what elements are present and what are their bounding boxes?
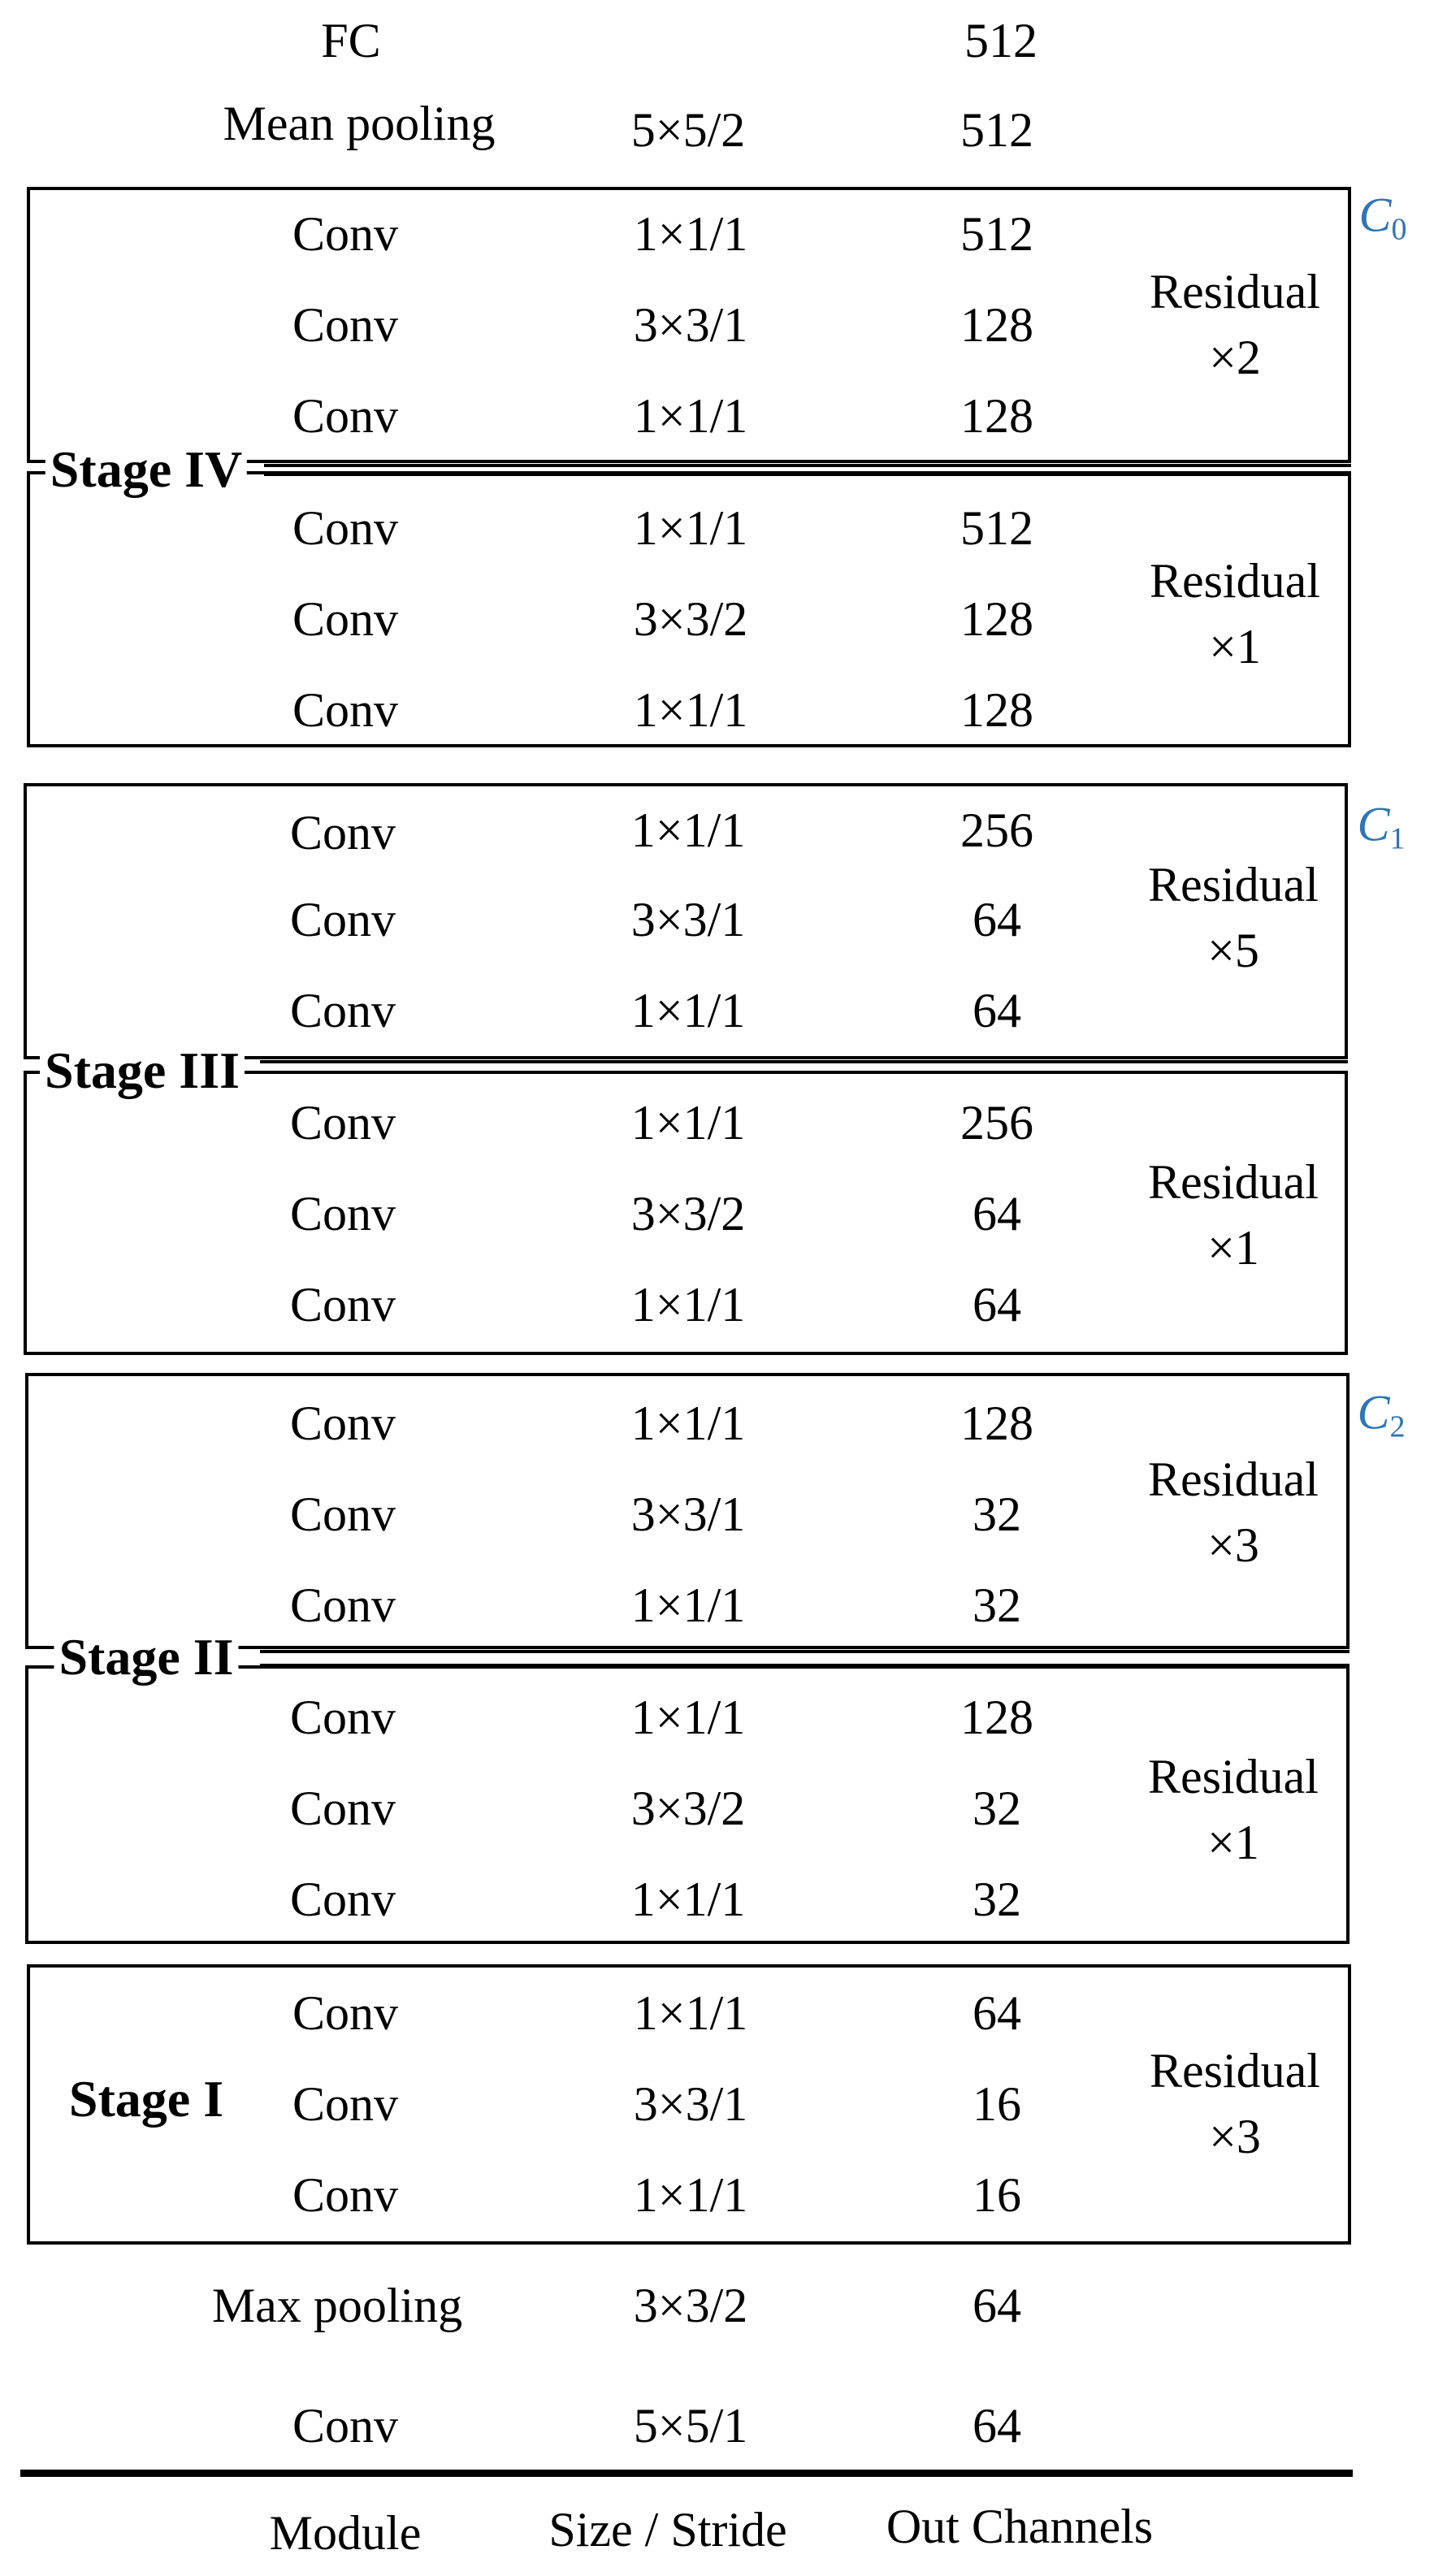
module-cell: Conv — [289, 984, 396, 1037]
size-stride-cell: 1×1/1 — [633, 207, 748, 261]
size-stride-cell: 1×1/1 — [630, 984, 746, 1037]
out-channels-cell: 64 — [973, 2279, 1021, 2332]
residual-label: Residual ×3 — [1148, 1453, 1319, 1572]
size-stride-cell: 1×1/1 — [633, 389, 748, 443]
stage-divider — [260, 1060, 1348, 1063]
out-channels-cell: 128 — [960, 683, 1033, 737]
header-rule — [20, 2470, 1353, 2477]
module-cell: Conv — [289, 1691, 396, 1744]
stage-label: Stage III — [40, 1045, 245, 1097]
out-channels-cell: 128 — [960, 1691, 1033, 1744]
module-cell: Max pooling — [211, 2279, 463, 2332]
size-stride-cell: 1×1/1 — [633, 1986, 748, 2040]
c-marker: $C_0$ — [1358, 188, 1407, 247]
out-channels-cell: 512 — [960, 103, 1033, 157]
residual-label: Residual ×5 — [1148, 858, 1319, 977]
out-channels-cell: 64 — [973, 1187, 1021, 1240]
out-channels-cell: 32 — [973, 1872, 1021, 1926]
out-channels-cell: 128 — [960, 592, 1033, 646]
module-cell: Conv — [292, 2168, 399, 2222]
size-stride-cell: 3×3/2 — [633, 592, 748, 646]
module-cell: Conv — [289, 1578, 396, 1632]
out-channels-cell: 512 — [960, 501, 1033, 555]
header-out-channels: Out Channels — [886, 2500, 1154, 2553]
module-cell: Conv — [289, 806, 396, 859]
out-channels-cell: 64 — [973, 1278, 1021, 1331]
stage-label: Stage II — [54, 1631, 238, 1683]
residual-label: Residual ×1 — [1148, 1155, 1319, 1275]
size-stride-cell: 5×5/1 — [633, 2399, 748, 2453]
size-stride-cell: 1×1/1 — [630, 1578, 746, 1632]
module-cell: FC — [321, 14, 381, 67]
out-channels-cell: 512 — [964, 14, 1038, 67]
header-size-stride: Size / Stride — [548, 2503, 787, 2557]
out-channels-cell: 16 — [973, 2168, 1021, 2222]
header-module: Module — [269, 2506, 422, 2560]
stage-divider — [264, 473, 1351, 476]
out-channels-cell: 32 — [973, 1487, 1021, 1541]
module-cell: Conv — [292, 501, 399, 555]
residual-label: Residual ×1 — [1150, 554, 1320, 673]
out-channels-cell: 512 — [960, 207, 1033, 261]
module-cell: Mean pooling — [223, 97, 496, 150]
size-stride-cell: 3×3/2 — [633, 2279, 748, 2332]
size-stride-cell: 3×3/1 — [630, 1487, 746, 1541]
module-cell: Conv — [289, 1096, 396, 1149]
out-channels-cell: 64 — [973, 1986, 1021, 2040]
size-stride-cell: 3×3/1 — [630, 893, 746, 946]
module-cell: Conv — [289, 1782, 396, 1835]
module-cell: Conv — [289, 1396, 396, 1450]
out-channels-cell: 128 — [960, 298, 1033, 352]
size-stride-cell: 1×1/1 — [630, 1872, 746, 1926]
module-cell: Conv — [289, 1872, 396, 1926]
out-channels-cell: 64 — [973, 2399, 1021, 2453]
size-stride-cell: 1×1/1 — [630, 1396, 746, 1450]
c-marker: $C_1$ — [1357, 797, 1406, 856]
module-cell: Conv — [289, 1487, 396, 1541]
stage-divider — [260, 1664, 1350, 1667]
residual-label: Residual ×3 — [1150, 2044, 1320, 2163]
size-stride-cell: 3×3/1 — [633, 298, 748, 352]
module-cell: Conv — [292, 389, 399, 443]
module-cell: Conv — [292, 298, 399, 352]
out-channels-cell: 64 — [973, 984, 1021, 1037]
stage-label: Stage I — [68, 2070, 224, 2128]
residual-label: Residual ×2 — [1150, 265, 1320, 384]
size-stride-cell: 1×1/1 — [630, 1278, 746, 1331]
module-cell: Conv — [292, 2399, 399, 2453]
size-stride-cell: 1×1/1 — [630, 1096, 746, 1149]
module-cell: Conv — [292, 1986, 399, 2040]
stage-divider — [260, 1650, 1350, 1653]
size-stride-cell: 3×3/1 — [633, 2077, 748, 2131]
out-channels-cell: 128 — [960, 389, 1033, 443]
stage-divider — [264, 464, 1351, 467]
module-cell: Conv — [289, 893, 396, 946]
out-channels-cell: 256 — [960, 1096, 1033, 1149]
out-channels-cell: 128 — [960, 1396, 1033, 1450]
size-stride-cell: 1×1/1 — [630, 803, 746, 857]
module-cell: Conv — [292, 207, 399, 261]
stage-divider — [260, 1071, 1348, 1074]
out-channels-cell: 16 — [973, 2077, 1021, 2131]
size-stride-cell: 5×5/2 — [630, 103, 746, 157]
size-stride-cell: 3×3/2 — [630, 1187, 746, 1240]
c-marker: $C_2$ — [1357, 1385, 1406, 1444]
out-channels-cell: 64 — [973, 893, 1021, 946]
size-stride-cell: 1×1/1 — [633, 683, 748, 737]
module-cell: Conv — [292, 592, 399, 646]
size-stride-cell: 3×3/2 — [630, 1782, 746, 1835]
stage-label: Stage IV — [45, 444, 247, 496]
size-stride-cell: 1×1/1 — [633, 501, 748, 555]
residual-label: Residual ×1 — [1148, 1750, 1319, 1869]
module-cell: Conv — [292, 683, 399, 737]
size-stride-cell: 1×1/1 — [630, 1691, 746, 1744]
out-channels-cell: 32 — [973, 1782, 1021, 1835]
size-stride-cell: 1×1/1 — [633, 2168, 748, 2222]
module-cell: Conv — [289, 1187, 396, 1240]
module-cell: Conv — [289, 1278, 396, 1331]
out-channels-cell: 32 — [973, 1578, 1021, 1632]
module-cell: Conv — [292, 2077, 399, 2131]
out-channels-cell: 256 — [960, 803, 1033, 857]
